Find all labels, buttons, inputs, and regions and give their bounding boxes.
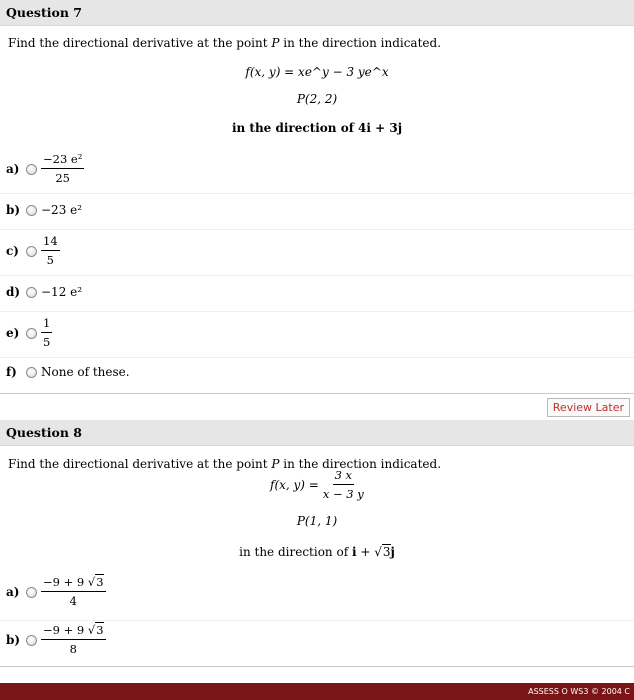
q8-option-row-b <box>0 620 634 666</box>
question-8-title: Question 8 <box>6 425 82 440</box>
q7-option-row-a <box>0 145 634 194</box>
q7-radio-d[interactable] <box>26 287 37 298</box>
q7-option-row-e <box>0 311 634 358</box>
question-7-header <box>0 0 634 26</box>
footer-text: ASSESS O WS3 © 2004 C <box>528 687 630 696</box>
q7-option-e[interactable]: e) $\frac{1}{5}$ <box>6 316 51 349</box>
q8-option-row-a <box>0 568 634 621</box>
q8-option-a[interactable]: a) $\frac{-9 + 9 √3}{4}$ <box>6 575 104 608</box>
q7-option-c[interactable]: c) $\frac{14}{5}$ <box>6 234 58 267</box>
q7-option-d[interactable]: d) −12 e² <box>6 285 83 299</box>
q8-radio-a[interactable] <box>26 587 37 598</box>
q7-option-b[interactable]: b) −23 e² <box>6 203 83 217</box>
q7-radio-c[interactable] <box>26 246 37 257</box>
review-later-button[interactable]: Review Later <box>547 398 630 417</box>
question-8-header <box>0 420 634 446</box>
q7-option-f[interactable]: f) None of these. <box>6 365 130 379</box>
question-7-direction: in the direction of 4i + 3j <box>231 121 403 135</box>
q8-option-a-fraction: $\frac{-9 + 9 √3}{4}$ <box>43 575 104 608</box>
q7-radio-b[interactable] <box>26 205 37 216</box>
section-divider <box>0 393 634 394</box>
bottom-divider <box>0 666 634 667</box>
q8-option-b-fraction: $\frac{-9 + 9 √3}{8}$ <box>43 623 104 656</box>
q8-radio-b[interactable] <box>26 635 37 646</box>
q8-option-b[interactable]: b) $\frac{-9 + 9 √3}{8}$ <box>6 623 104 656</box>
footer-bar <box>0 683 634 700</box>
question-8-function: f(x, y) = $\frac{3 x}{x - 3 y}$ <box>270 468 364 501</box>
q7-option-row-f <box>0 357 634 393</box>
q7-radio-a[interactable] <box>26 164 37 175</box>
question-7-title: Question 7 <box>6 5 82 20</box>
q7-option-a[interactable]: a) $\frac{\text{−23 e²}}{25}$ <box>6 152 83 185</box>
q7-option-c-fraction: $\frac{14}{5}$ <box>43 234 58 267</box>
question-8-point: P(1, 1) <box>296 514 338 528</box>
question-8-direction: in the direction of i + √3j <box>239 545 395 559</box>
question-7-function: f(x, y) = xe^y − 3 ye^x <box>245 65 389 79</box>
q7-radio-e[interactable] <box>26 328 37 339</box>
question-7-prompt: Find the directional derivative at the point P in the direction indicated. <box>8 36 442 50</box>
question-7-point: P(2, 2) <box>296 92 338 106</box>
q7-radio-f[interactable] <box>26 367 37 378</box>
q7-option-row-c <box>0 229 634 276</box>
q7-option-e-fraction: $\frac{1}{5}$ <box>43 316 51 349</box>
question-8-prompt: Find the directional derivative at the point P in the direction indicated. <box>8 457 442 471</box>
q7-option-a-fraction: $\frac{\text{−23 e²}}{25}$ <box>43 152 83 185</box>
q7-option-row-b <box>0 193 634 230</box>
q7-option-row-d <box>0 275 634 312</box>
